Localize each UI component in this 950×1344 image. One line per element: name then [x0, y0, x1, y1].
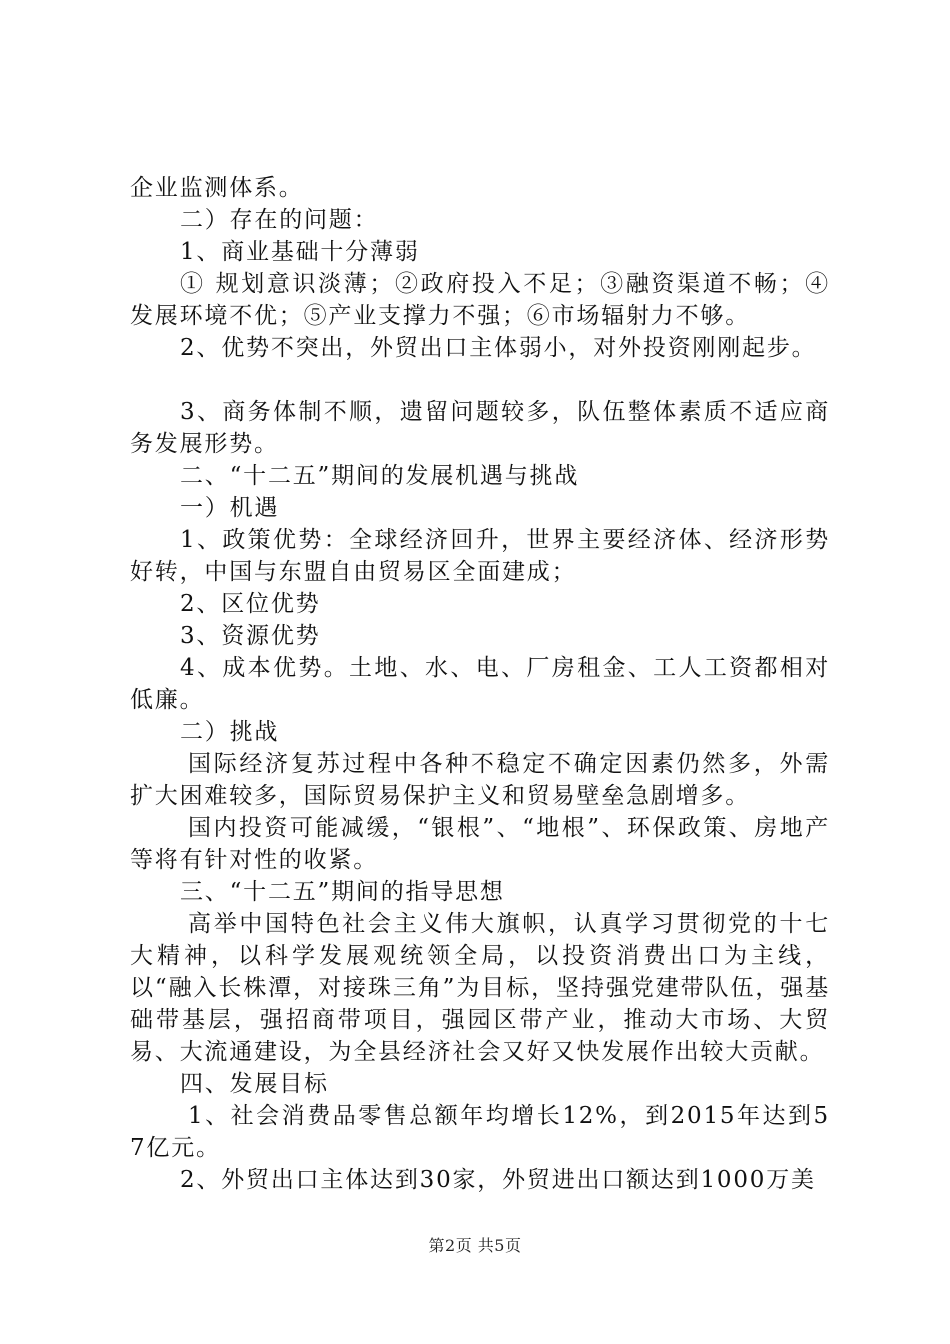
paragraph: 高举中国特色社会主义伟大旗帜，认真学习贯彻党的十七大精神，以科学发展观统领全局，以投资消费出口为主线，以“融入长株潭，对接珠三角”为目标，坚持强党建带队伍，强基础带基层，强招商带项目，强园区带产业，推动大市场、大贸易、大流通建设，为全县经济社会又好又快发展作出较大贡献。 [130, 911, 830, 1065]
paragraph: 一）机遇 [180, 495, 280, 521]
paragraph: 三、“十二五”期间的指导思想 [180, 879, 505, 905]
paragraph: 二）挑战 [180, 719, 280, 745]
paragraph: 1、政策优势：全球经济回升，世界主要经济体、经济形势好转，中国与东盟自由贸易区全面建成； [130, 527, 830, 585]
paragraph: 3、资源优势 [180, 623, 321, 649]
paragraph: 企业监测体系。 [130, 175, 304, 201]
paragraph: 国内投资可能减缓，“银根”、“地根”、环保政策、房地产等将有针对性的收紧。 [130, 815, 830, 873]
paragraph: 1、社会消费品零售总额年均增长12%，到2015年达到57亿元。 [130, 1103, 830, 1161]
page-footer: 第2页 共5页 [428, 1236, 522, 1255]
paragraph: 四、发展目标 [180, 1071, 329, 1097]
paragraph: 2、外贸出口主体达到30家，外贸进出口额达到1000万美 [180, 1167, 816, 1193]
paragraph: 4、成本优势。土地、水、电、厂房租金、工人工资都相对低廉。 [130, 655, 830, 713]
paragraph: 二）存在的问题： [180, 207, 379, 233]
paragraph: ① 规划意识淡薄；②政府投入不足；③融资渠道不畅；④发展环境不优；⑤产业支撑力不强；⑥市场辐射力不够。 [130, 271, 830, 329]
paragraph: 3、商务体制不顺，遗留问题较多，队伍整体素质不适应商务发展形势。 [130, 399, 830, 457]
paragraph: 二、“十二五”期间的发展机遇与挑战 [180, 463, 580, 489]
paragraph: 国际经济复苏过程中各种不稳定不确定因素仍然多，外需扩大困难较多，国际贸易保护主义和贸易壁垒急剧增多。 [130, 751, 830, 809]
document-body [130, 172, 830, 1196]
paragraph: 2、优势不突出，外贸出口主体弱小，对外投资刚刚起步。 [180, 335, 817, 361]
paragraph: 2、区位优势 [180, 591, 321, 617]
paragraph: 1、商业基础十分薄弱 [180, 239, 420, 265]
paragraph-gap [130, 364, 830, 396]
